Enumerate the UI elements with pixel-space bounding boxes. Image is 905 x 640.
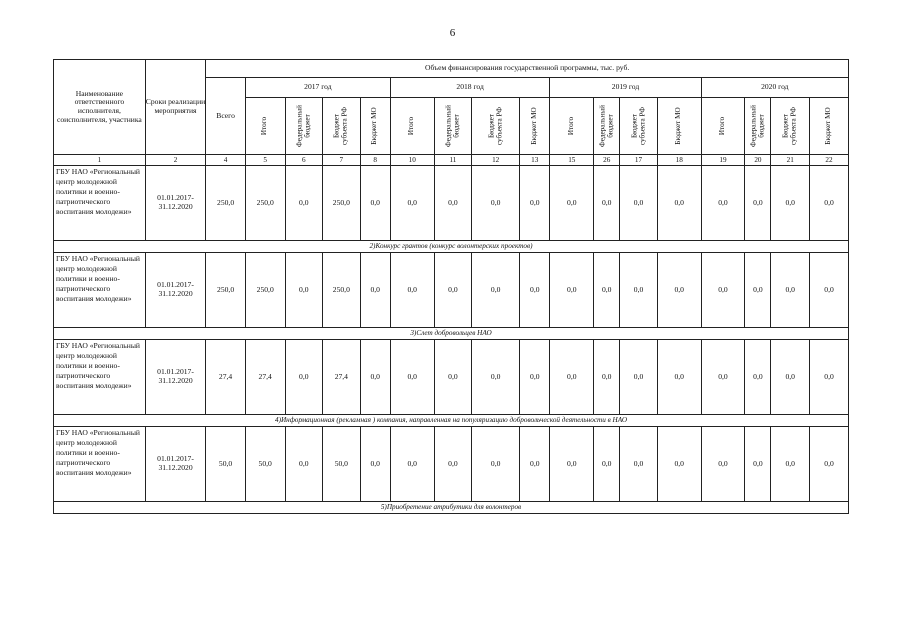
amount-cell: 0,0 xyxy=(594,253,620,328)
header-subcol xyxy=(245,98,285,155)
amount-cell: 0,0 xyxy=(771,340,810,415)
header-subcol xyxy=(620,98,658,155)
amount-cell: 0,0 xyxy=(360,166,390,241)
header-subcol-label: Бюджет субъекта РФ xyxy=(332,106,349,146)
header-subcol-label: Федеральный бюджет xyxy=(598,105,614,147)
amount-cell: 250,0 xyxy=(245,166,285,241)
header-subcol-label: Бюджет МО xyxy=(529,107,538,145)
amount-cell: 0,0 xyxy=(472,166,520,241)
column-number: 15 xyxy=(550,155,594,166)
header-subcol xyxy=(285,98,323,155)
header-subcol xyxy=(810,98,849,155)
header-subcol xyxy=(745,98,771,155)
header-subcol-label: Бюджет субъекта РФ xyxy=(781,106,798,146)
amount-cell: 0,0 xyxy=(550,427,594,502)
organization-name: ГБУ НАО «Региональный центр молодежной политики и военно-патриотического воспитания молодежи» xyxy=(54,340,146,415)
amount-cell: 0,0 xyxy=(810,427,849,502)
amount-cell: 0,0 xyxy=(620,253,658,328)
header-subcol xyxy=(360,98,390,155)
amount-cell: 0,0 xyxy=(701,253,745,328)
amount-cell: 0,0 xyxy=(657,427,701,502)
column-number: 8 xyxy=(360,155,390,166)
amount-cell: 0,0 xyxy=(472,253,520,328)
section-title: 3)Слет добровольцев НАО xyxy=(54,328,849,340)
amount-cell: 0,0 xyxy=(701,166,745,241)
amount-cell: 0,0 xyxy=(745,340,771,415)
amount-cell: 0,0 xyxy=(434,427,472,502)
column-number: 13 xyxy=(520,155,550,166)
header-subcol xyxy=(701,98,745,155)
amount-cell: 0,0 xyxy=(360,340,390,415)
amount-cell: 0,0 xyxy=(472,340,520,415)
column-number: 1 xyxy=(54,155,146,166)
organization-name: ГБУ НАО «Региональный центр молодежной политики и военно-патриотического воспитания молодежи» xyxy=(54,427,146,502)
header-subcol xyxy=(520,98,550,155)
header-subcol xyxy=(390,98,434,155)
amount-cell: 50,0 xyxy=(206,427,246,502)
implementation-term: 01.01.2017-31.12.2020 xyxy=(145,166,205,241)
amount-cell: 0,0 xyxy=(594,340,620,415)
amount-cell: 0,0 xyxy=(771,253,810,328)
amount-cell: 0,0 xyxy=(745,427,771,502)
column-number: 19 xyxy=(701,155,745,166)
amount-cell: 0,0 xyxy=(657,340,701,415)
column-number: 21 xyxy=(771,155,810,166)
column-number: 26 xyxy=(594,155,620,166)
section-title: 2)Конкурс грантов (конкурс волонтерских проектов) xyxy=(54,241,849,253)
amount-cell: 0,0 xyxy=(360,253,390,328)
header-subcol xyxy=(472,98,520,155)
amount-cell: 0,0 xyxy=(434,340,472,415)
header-subcol-label: Итого xyxy=(718,116,727,136)
amount-cell: 0,0 xyxy=(745,253,771,328)
amount-cell: 0,0 xyxy=(701,340,745,415)
header-year-2019: 2019 год xyxy=(550,78,701,98)
amount-cell: 0,0 xyxy=(285,253,323,328)
amount-cell: 0,0 xyxy=(657,166,701,241)
amount-cell: 0,0 xyxy=(657,253,701,328)
column-number: 6 xyxy=(285,155,323,166)
organization-name: ГБУ НАО «Региональный центр молодежной политики и военно-патриотического воспитания молодежи» xyxy=(54,166,146,241)
amount-cell: 27,4 xyxy=(245,340,285,415)
amount-cell: 0,0 xyxy=(594,427,620,502)
header-subcol xyxy=(594,98,620,155)
amount-cell: 0,0 xyxy=(390,253,434,328)
amount-cell: 0,0 xyxy=(390,340,434,415)
column-number: 7 xyxy=(323,155,361,166)
amount-cell: 0,0 xyxy=(550,166,594,241)
header-name-col: Наименование ответственного исполнителя, соисполнителя, участника xyxy=(54,60,146,155)
column-number: 20 xyxy=(745,155,771,166)
amount-cell: 50,0 xyxy=(245,427,285,502)
organization-name: ГБУ НАО «Региональный центр молодежной политики и военно-патриотического воспитания молодежи» xyxy=(54,253,146,328)
header-subcol-label: Бюджет субъекта РФ xyxy=(487,106,503,146)
header-subcol-label: Федеральный бюджет xyxy=(749,105,765,147)
header-year-2018: 2018 год xyxy=(390,78,550,98)
header-subcol xyxy=(771,98,810,155)
amount-cell: 0,0 xyxy=(520,166,550,241)
amount-cell: 0,0 xyxy=(550,253,594,328)
header-subcol-label: Федеральный бюджет xyxy=(444,105,460,147)
section-title: 4)Информационная (рекламная ) компания, направленная на популяризацию добровольческой деятельности в НАО xyxy=(54,415,849,427)
column-number: 2 xyxy=(145,155,205,166)
amount-cell: 250,0 xyxy=(245,253,285,328)
amount-cell: 0,0 xyxy=(472,427,520,502)
column-number: 12 xyxy=(472,155,520,166)
amount-cell: 0,0 xyxy=(701,427,745,502)
amount-cell: 0,0 xyxy=(620,166,658,241)
header-total-col: Всего xyxy=(206,78,246,155)
header-subcol-label: Итого xyxy=(407,116,416,136)
header-subcol-label: Итого xyxy=(260,116,269,136)
header-subcol xyxy=(550,98,594,155)
amount-cell: 0,0 xyxy=(360,427,390,502)
implementation-term: 01.01.2017-31.12.2020 xyxy=(145,340,205,415)
header-subcol-label: Бюджет МО xyxy=(370,107,379,145)
amount-cell: 0,0 xyxy=(771,166,810,241)
header-subcol-label: Бюджет МО xyxy=(674,107,683,145)
implementation-term: 01.01.2017-31.12.2020 xyxy=(145,253,205,328)
column-number: 17 xyxy=(620,155,658,166)
amount-cell: 0,0 xyxy=(520,427,550,502)
amount-cell: 50,0 xyxy=(323,427,361,502)
amount-cell: 0,0 xyxy=(550,340,594,415)
header-subcol xyxy=(657,98,701,155)
header-year-2020: 2020 год xyxy=(701,78,848,98)
amount-cell: 0,0 xyxy=(434,253,472,328)
amount-cell: 0,0 xyxy=(520,253,550,328)
amount-cell: 0,0 xyxy=(620,340,658,415)
amount-cell: 27,4 xyxy=(206,340,246,415)
header-term-col: Сроки реализации мероприятия xyxy=(145,60,205,155)
amount-cell: 0,0 xyxy=(390,166,434,241)
header-subcol-label: Бюджет МО xyxy=(824,107,833,145)
amount-cell: 0,0 xyxy=(285,427,323,502)
implementation-term: 01.01.2017-31.12.2020 xyxy=(145,427,205,502)
header-subcol xyxy=(434,98,472,155)
amount-cell: 0,0 xyxy=(810,253,849,328)
column-number: 10 xyxy=(390,155,434,166)
header-subcol-label: Бюджет субъекта РФ xyxy=(629,106,646,146)
amount-cell: 250,0 xyxy=(206,166,246,241)
amount-cell: 0,0 xyxy=(594,166,620,241)
header-year-2017: 2017 год xyxy=(245,78,390,98)
amount-cell: 0,0 xyxy=(810,166,849,241)
column-number: 4 xyxy=(206,155,246,166)
amount-cell: 0,0 xyxy=(434,166,472,241)
amount-cell: 250,0 xyxy=(206,253,246,328)
amount-cell: 0,0 xyxy=(810,340,849,415)
amount-cell: 0,0 xyxy=(285,166,323,241)
amount-cell: 0,0 xyxy=(285,340,323,415)
header-subcol-label: Итого xyxy=(567,116,575,136)
amount-cell: 0,0 xyxy=(771,427,810,502)
header-subcol xyxy=(323,98,361,155)
amount-cell: 27,4 xyxy=(323,340,361,415)
section-title: 5)Приобретение атрибутики для волонтеров xyxy=(54,502,849,514)
column-number: 11 xyxy=(434,155,472,166)
header-subcol-label: Федеральный бюджет xyxy=(295,105,311,147)
financing-table xyxy=(53,59,849,514)
amount-cell: 0,0 xyxy=(520,340,550,415)
amount-cell: 0,0 xyxy=(620,427,658,502)
column-number: 22 xyxy=(810,155,849,166)
column-number: 5 xyxy=(245,155,285,166)
page-number: 6 xyxy=(449,27,456,39)
amount-cell: 0,0 xyxy=(390,427,434,502)
header-volume: Объем финансирования государственной программы, тыс. руб. xyxy=(206,60,849,78)
amount-cell: 250,0 xyxy=(323,253,361,328)
amount-cell: 0,0 xyxy=(745,166,771,241)
column-number: 18 xyxy=(657,155,701,166)
amount-cell: 250,0 xyxy=(323,166,361,241)
